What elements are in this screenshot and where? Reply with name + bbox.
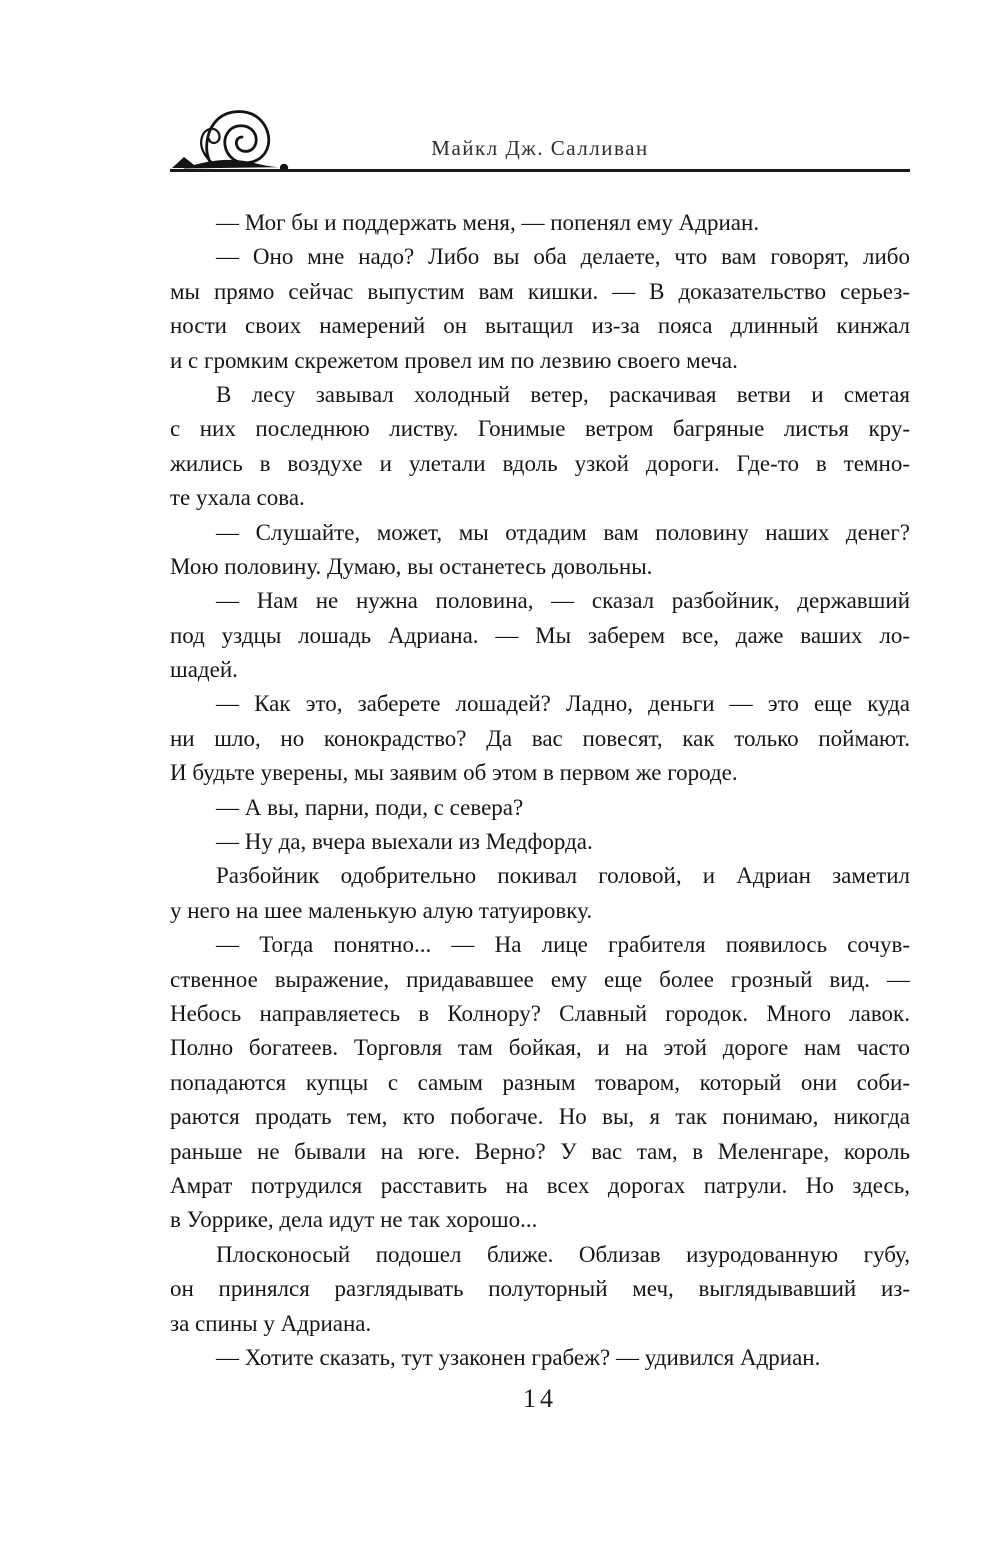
text-line: те ухала сова. xyxy=(170,485,305,511)
paragraph xyxy=(170,1341,910,1375)
paragraph xyxy=(170,791,910,825)
running-title: Майкл Дж. Салливан xyxy=(431,136,649,160)
text-line: Плосконосый подошел ближе. Облизав изуродованную губу, xyxy=(216,1241,910,1267)
text-line: под уздцы лошадь Адриана. — Мы заберем все, даже ваших ло- xyxy=(170,622,910,648)
text-line: — Нам не нужна половина, — сказал разбойник, державший xyxy=(216,588,910,614)
text-line: в Уоррике, дела идут не так хорошо... xyxy=(170,1207,538,1233)
text-line: И будьте уверены, мы заявим об этом в первом же городе. xyxy=(170,760,738,786)
text-line: ни шло, но конокрадство? Да вас повесят, как только поймают. xyxy=(170,725,910,751)
text-line: раньше не бывали на юге. Верно? У вас там, в Меленгаре, король xyxy=(170,1138,910,1164)
paragraph xyxy=(170,240,910,378)
text-line: Мою половину. Думаю, вы останетесь довольны. xyxy=(170,553,653,579)
text-line: Амрат потрудился расставить на всех дорогах патрули. Но здесь, xyxy=(170,1172,910,1198)
paragraph xyxy=(170,378,910,516)
paragraph xyxy=(170,1238,910,1341)
text-line: Полно богатеев. Торговля там бойкая, и на этой дороге нам часто xyxy=(170,1035,910,1061)
text-line: — Оно мне надо? Либо вы оба делаете, что вам говорят, либо xyxy=(216,244,910,270)
text-line: — Хотите сказать, тут узаконен грабеж? — удивился Адриан. xyxy=(216,1344,821,1370)
text-line: раются продать тем, кто побогаче. Но вы, я так понимаю, никогда xyxy=(170,1104,910,1130)
paragraph xyxy=(170,206,910,240)
text-line: шадей. xyxy=(170,657,238,683)
text-line: — Тогда понятно... — На лице грабителя появилось сочув- xyxy=(216,932,910,958)
text-line: ности своих намерений он вытащил из-за пояса длинный кинжал xyxy=(170,313,910,339)
paragraph xyxy=(170,516,910,585)
page-number: 14 xyxy=(523,1384,557,1413)
text-line: и с громким скрежетом провел им по лезвию своего меча. xyxy=(170,347,738,373)
text-line: Разбойник одобрительно покивал головой, и Адриан заметил xyxy=(216,863,910,889)
text-line: мы прямо сейчас выпустим вам кишки. — В доказательство серьез- xyxy=(170,278,910,304)
text-line: у него на шее маленькую алую татуировку. xyxy=(170,897,593,923)
text-line: — Как это, заберете лошадей? Ладно, деньги — это еще куда xyxy=(216,691,910,717)
text-line: Небось направляетесь в Колнору? Славный городок. Много лавок. xyxy=(170,1000,910,1026)
text-line: В лесу завывал холодный ветер, раскачивая ветви и сметая xyxy=(216,381,910,407)
text-line: — А вы, парни, поди, с севера? xyxy=(216,794,524,820)
header-rule xyxy=(170,169,910,172)
text-line: жились в воздухе и улетали вдоль узкой дороги. Где-то в темно- xyxy=(170,450,910,476)
paragraph xyxy=(170,859,910,928)
text-line: с них последнюю листву. Гонимые ветром багряные листья кру- xyxy=(170,416,910,442)
paragraph xyxy=(170,687,910,790)
text-line: — Слушайте, может, мы отдадим вам половину наших денег? xyxy=(216,519,910,545)
text-line: — Ну да, вчера выехали из Медфорда. xyxy=(216,829,593,855)
paragraph xyxy=(170,928,910,1238)
page-text xyxy=(170,206,910,1375)
paragraph xyxy=(170,584,910,687)
text-line: попадаются купцы с самым разным товаром, который они соби- xyxy=(170,1069,910,1095)
text-line: за спины у Адриана. xyxy=(170,1310,372,1336)
text-line: — Мог бы и поддержать меня, — попенял ему Адриан. xyxy=(216,210,760,235)
text-line: ственное выражение, придававшее ему еще более грозный вид. — xyxy=(170,966,910,992)
text-line: он принялся разглядывать полуторный меч, выглядывавший из- xyxy=(170,1276,910,1302)
paragraph xyxy=(170,825,910,859)
